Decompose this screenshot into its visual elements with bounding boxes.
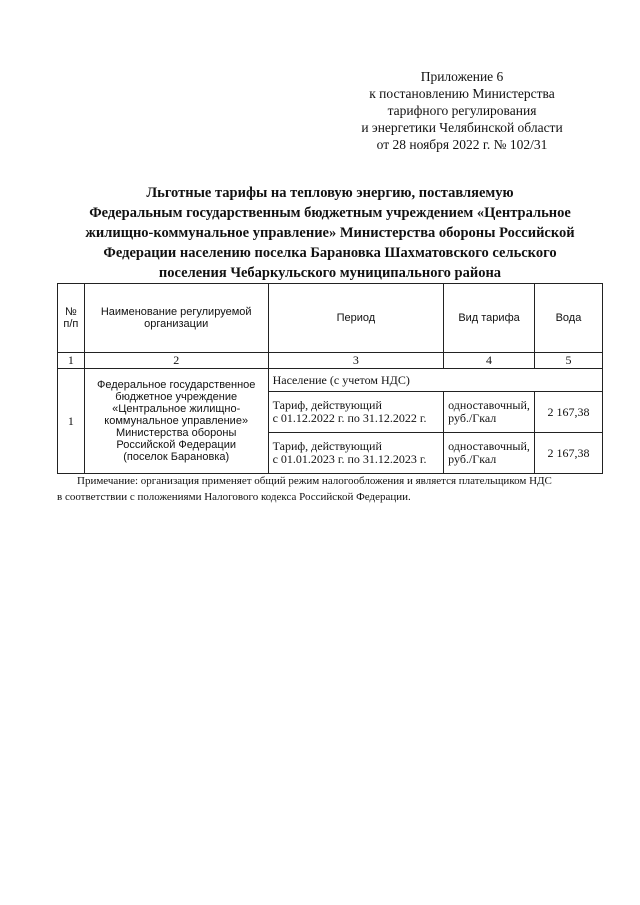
column-number: 4 [444,353,535,369]
appendix-line: тарифного регулирования [387,103,537,118]
title-line: Федеральным государственным бюджетным учреждением «Центральное [89,205,571,221]
appendix-line: от 28 ноября 2022 г. № 102/31 [376,137,548,152]
tariff-unit: руб./Гкал [448,411,497,425]
org-line: Федеральное государственное [96,379,256,391]
org-line: (поселок Барановка) [123,451,230,463]
period-dates: с 01.01.2023 г. по 31.12.2023 г. [272,452,427,466]
column-number-row [58,353,603,369]
document-title [60,183,600,283]
water-value: 2 167,38 [534,392,602,433]
column-number: 3 [268,353,444,369]
org-line: бюджетное учреждение [115,391,238,403]
population-group-label: Население (с учетом НДС) [268,369,602,392]
title-line: Федерации населению поселка Барановка Шахматовского сельского [103,245,557,261]
footnote-line: в соответствии с положениями Налогового кодекса Российской Федерации. [57,491,411,503]
water-value: 2 167,38 [534,433,602,474]
tariff-type-text: одноставочный, [448,398,530,412]
organization-cell [84,369,268,474]
tariff-type-cell [444,433,535,474]
footnote-line: Примечание: организация применяет общий режим налогообложения и является плательщиком НДС [77,475,552,487]
column-number: 5 [534,353,602,369]
title-line: Льготные тарифы на тепловую энергию, поставляемую [146,185,514,201]
header-num: № п/п [58,284,85,353]
tariff-table [57,283,603,474]
org-line: коммунальное управление» [104,415,249,427]
row-number: 1 [58,369,85,474]
header-tariff-type: Вид тарифа [444,284,535,353]
appendix-line: к постановлению Министерства [369,86,555,101]
column-number: 1 [58,353,85,369]
org-line: Российской Федерации [116,439,236,451]
tariff-type-cell [444,392,535,433]
period-cell [268,433,444,474]
period-text: Тариф, действующий [272,439,382,453]
column-number: 2 [84,353,268,369]
appendix-header [340,68,584,153]
title-line: поселения Чебаркульского муниципального района [158,265,502,281]
header-period: Период [268,284,444,353]
header-water: Вода [534,284,602,353]
footnote [57,473,603,505]
appendix-line: и энергетики Челябинской области [361,120,563,135]
table-row [58,369,603,392]
period-cell [268,392,444,433]
appendix-line: Приложение 6 [420,69,504,84]
org-line: Министерства обороны [116,427,237,439]
header-org: Наименование регулируемой организации [84,284,268,353]
period-dates: с 01.12.2022 г. по 31.12.2022 г. [272,411,427,425]
tariff-unit: руб./Гкал [448,452,497,466]
title-line: жилищно-коммунальное управление» Министерства обороны Российской [85,225,575,241]
tariff-type-text: одноставочный, [448,439,530,453]
period-text: Тариф, действующий [272,398,382,412]
org-line: «Центральное жилищно- [112,403,241,415]
table-header-row [58,284,603,353]
